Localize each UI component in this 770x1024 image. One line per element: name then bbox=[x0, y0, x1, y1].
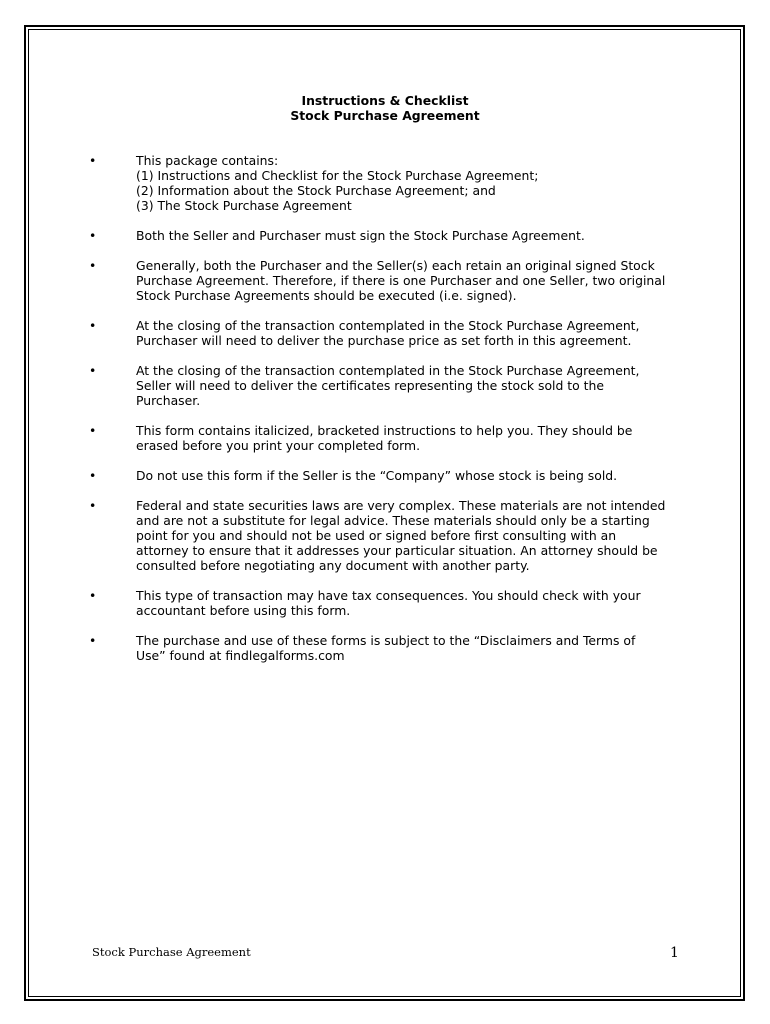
list-item-line: (2) Information about the Stock Purchase Agreement; and bbox=[136, 183, 496, 198]
list-item-line: This package contains: bbox=[136, 153, 279, 168]
list-item-line: Do not use this form if the Seller is the “Company” whose stock is being sold. bbox=[136, 468, 618, 483]
bullet-icon: • bbox=[89, 258, 97, 273]
list-item-text bbox=[136, 153, 684, 213]
bullet-icon: • bbox=[89, 363, 97, 378]
list-item-line: attorney to ensure that it addresses your particular situation. An attorney should be bbox=[136, 543, 658, 558]
list-item bbox=[0, 588, 770, 618]
list-item-line: Both the Seller and Purchaser must sign the Stock Purchase Agreement. bbox=[136, 228, 585, 243]
title-line-2: Stock Purchase Agreement bbox=[290, 108, 480, 123]
list-item-text bbox=[136, 258, 684, 303]
list-item-line: erased before you print your completed form. bbox=[136, 438, 421, 453]
list-item-line: At the closing of the transaction contemplated in the Stock Purchase Agreement, bbox=[136, 363, 640, 378]
list-item-line: Stock Purchase Agreements should be executed (i.e. signed). bbox=[136, 288, 517, 303]
bullet-icon: • bbox=[89, 318, 97, 333]
list-item-line: Purchaser. bbox=[136, 393, 201, 408]
list-item-line: point for you and should not be used or signed before first consulting with an bbox=[136, 528, 617, 543]
bullet-icon: • bbox=[89, 228, 97, 243]
footer-document-name: Stock Purchase Agreement bbox=[92, 945, 251, 959]
list-item bbox=[0, 153, 770, 213]
list-item-line: (3) The Stock Purchase Agreement bbox=[136, 198, 352, 213]
list-item bbox=[0, 258, 770, 303]
bullet-icon: • bbox=[89, 588, 97, 603]
footer-page-number: 1 bbox=[670, 945, 679, 961]
list-item-text bbox=[136, 423, 684, 453]
bullet-icon: • bbox=[89, 423, 97, 438]
list-item bbox=[0, 633, 770, 663]
list-item-line: This form contains italicized, bracketed instructions to help you. They should be bbox=[136, 423, 633, 438]
list-item-line: Federal and state securities laws are very complex. These materials are not intended bbox=[136, 498, 666, 513]
list-item-line: Purchaser will need to deliver the purchase price as set forth in this agreement. bbox=[136, 333, 632, 348]
list-item-text bbox=[136, 588, 684, 618]
bullet-icon: • bbox=[89, 468, 97, 483]
list-item-text bbox=[136, 498, 684, 573]
list-item bbox=[0, 498, 770, 573]
list-item-line: consulted before negotiating any document with another party. bbox=[136, 558, 530, 573]
list-item-text bbox=[136, 468, 684, 483]
list-item-line: Use” found at findlegalforms.com bbox=[136, 648, 345, 663]
list-item bbox=[0, 363, 770, 408]
list-item-line: At the closing of the transaction contemplated in the Stock Purchase Agreement, bbox=[136, 318, 640, 333]
list-item-text bbox=[136, 363, 684, 408]
list-item-line: Seller will need to deliver the certificates representing the stock sold to the bbox=[136, 378, 604, 393]
list-item bbox=[0, 318, 770, 348]
list-item bbox=[0, 423, 770, 453]
bullet-icon: • bbox=[89, 633, 97, 648]
checklist bbox=[0, 153, 770, 678]
list-item-text bbox=[136, 633, 684, 663]
list-item bbox=[0, 228, 770, 243]
document-title bbox=[0, 93, 770, 123]
bullet-icon: • bbox=[89, 153, 97, 168]
title-line-1: Instructions & Checklist bbox=[301, 93, 469, 108]
list-item-line: Purchase Agreement. Therefore, if there is one Purchaser and one Seller, two original bbox=[136, 273, 666, 288]
list-item-text bbox=[136, 228, 684, 243]
list-item-line: accountant before using this form. bbox=[136, 603, 351, 618]
list-item-line: (1) Instructions and Checklist for the Stock Purchase Agreement; bbox=[136, 168, 539, 183]
list-item-text bbox=[136, 318, 684, 348]
list-item bbox=[0, 468, 770, 483]
list-item-line: and are not a substitute for legal advice. These materials should only be a starting bbox=[136, 513, 650, 528]
list-item-line: This type of transaction may have tax consequences. You should check with your bbox=[136, 588, 641, 603]
list-item-line: Generally, both the Purchaser and the Seller(s) each retain an original signed Stock bbox=[136, 258, 655, 273]
bullet-icon: • bbox=[89, 498, 97, 513]
list-item-line: The purchase and use of these forms is subject to the “Disclaimers and Terms of bbox=[136, 633, 636, 648]
